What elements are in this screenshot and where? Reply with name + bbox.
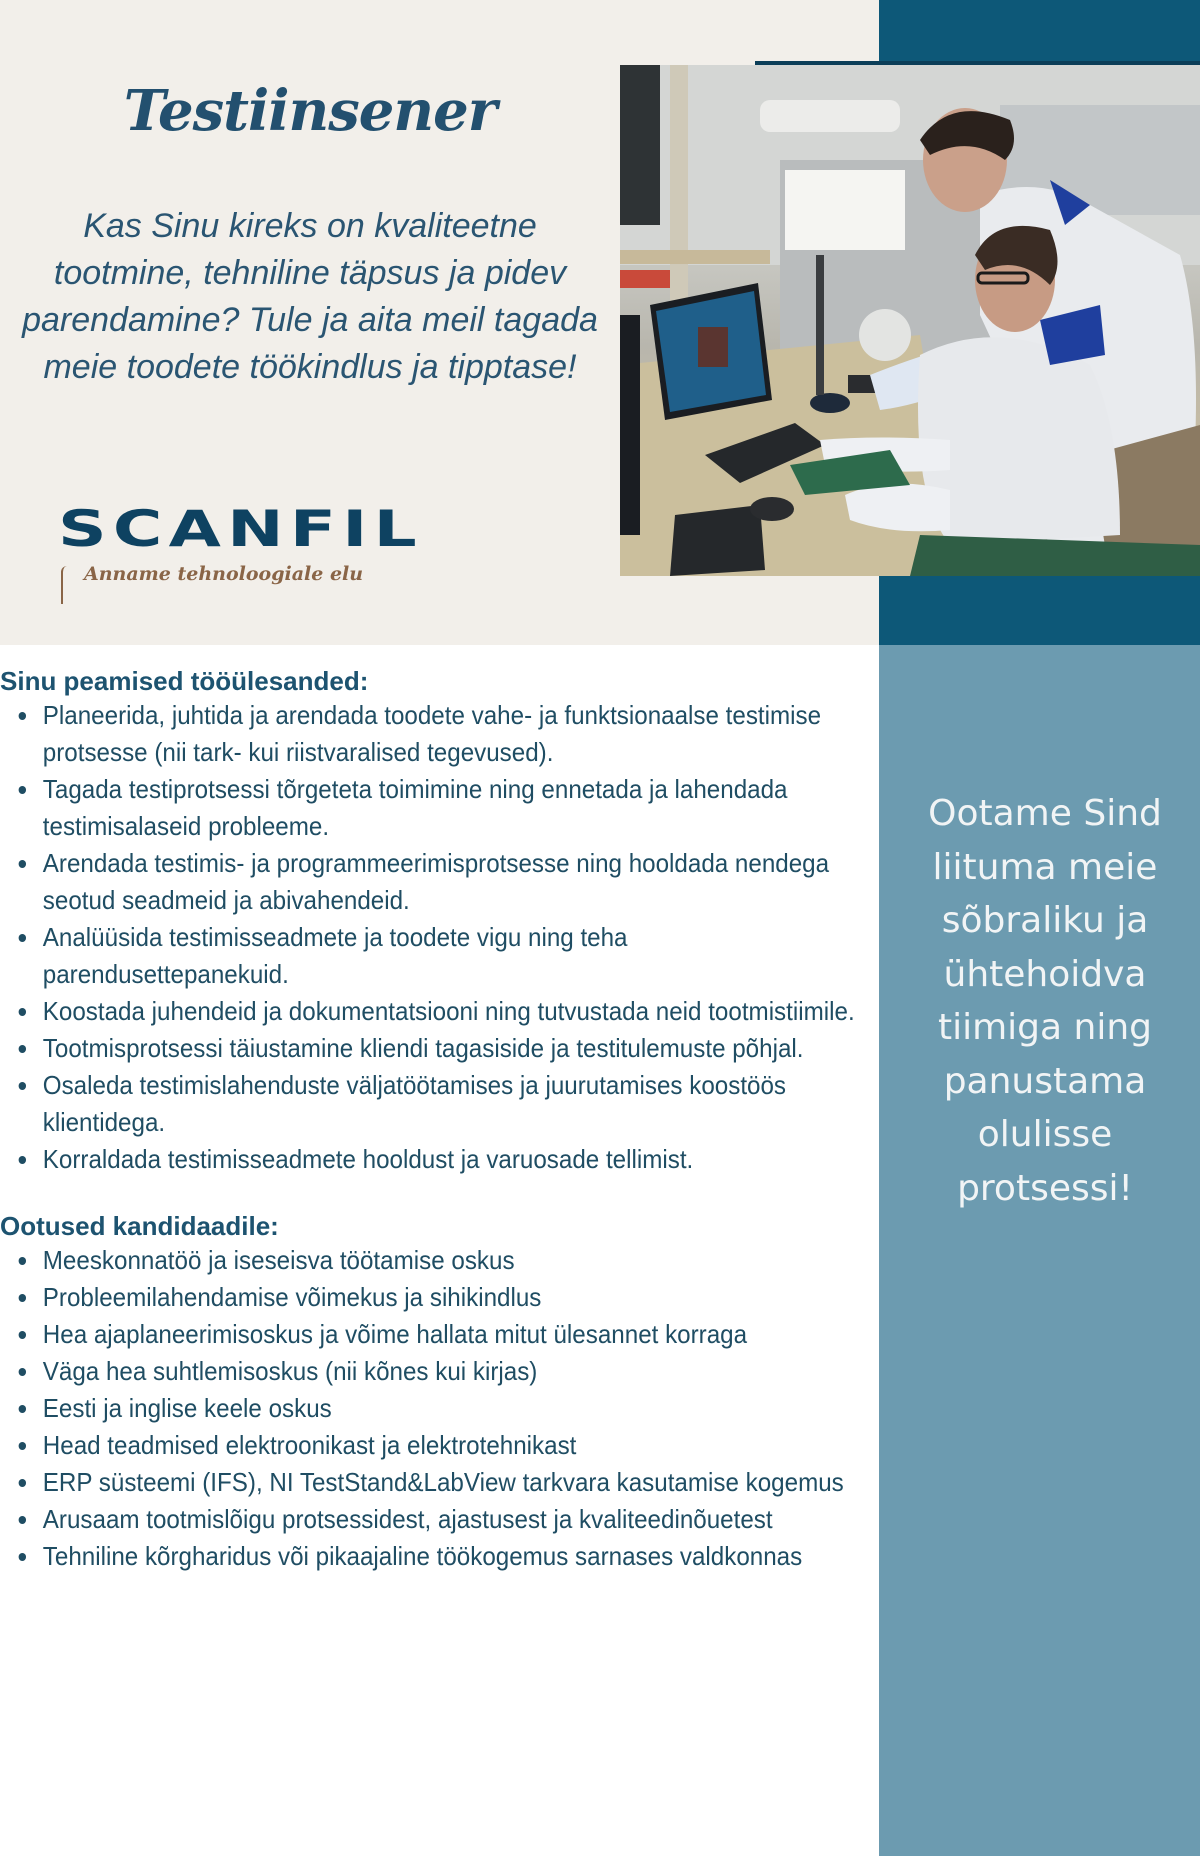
list-item: Meeskonnatöö ja iseseisva töötamise oskus [0,1242,880,1279]
engineers-illustration [620,65,1200,576]
bullet-icon [19,1156,26,1164]
list-item: Arendada testimis- ja programmeerimisprotsesse ning hooldada nendega seotud seadmeid ja abivahendeid. [0,845,880,919]
list-item: Tehniline kõrgharidus või pikaajaline töökogemus sarnases valdkonnas [0,1538,880,1575]
list-item: Väga hea suhtlemisoskus (nii kõnes kui kirjas) [0,1353,880,1390]
list-item: Hea ajaplaneerimisoskus ja võime hallata mitut ülesannet korraga [0,1316,880,1353]
list-item: Tootmisprotsessi täiustamine kliendi tagasiside ja testitulemuste põhjal. [0,1030,880,1067]
bullet-icon [19,1479,26,1487]
requirements-list [0,1242,860,1575]
list-item: Arusaam tootmislõigu protsessidest, ajastusest ja kvaliteedinõuetest [0,1501,880,1538]
bullet-icon [19,1553,26,1561]
bullet-icon [19,1045,26,1053]
list-item: Osaleda testimislahenduste väljatöötamises ja juurutamises koostöös klientidega. [0,1067,880,1141]
scanfil-logo: SCANFIL [58,500,423,558]
bullet-icon [19,934,26,942]
bullet-icon [19,1008,26,1016]
page-title: Testiinsener [123,78,497,144]
list-item: Eesti ja inglise keele oskus [0,1390,880,1427]
bullet-icon [19,1368,26,1376]
bullet-icon [19,1294,26,1302]
bullet-icon [19,1442,26,1450]
list-item: Koostada juhendeid ja dokumentatsiooni ning tutvustada neid tootmistiimile. [0,993,880,1030]
bullet-icon [19,786,26,794]
list-item: ERP süsteemi (IFS), NI TestStand&LabView tarkvara kasutamise kogemus [0,1464,880,1501]
list-item: Planeerida, juhtida ja arendada toodete vahe- ja funktsionaalse testimise protsesse (nii tark- kui riistvaralised tegevused). [0,697,880,771]
list-item: Korraldada testimisseadmete hooldust ja varuosade tellimist. [0,1141,880,1178]
requirements-heading: Ootused kandidaadile: [0,1211,279,1241]
list-item: Probleemilahendamise võimekus ja sihikindlus [0,1279,880,1316]
sidebar-message: Ootame Sind liituma meie sõbraliku ja ühtehoidva tiimiga ning panustama olulisse protsessi! [928,793,1162,1209]
bullet-icon [19,860,26,868]
responsibilities-list [0,697,860,1178]
intro-text: Kas Sinu kireks on kvaliteetne tootmine, tehniline täpsus ja pidev parendamine? Tule ja aita meil tagada meie toodete töökindlus ja tipptase! [22,207,598,386]
responsibilities-heading: Sinu peamised tööülesanded: [0,666,369,696]
bullet-icon [19,1516,26,1524]
bullet-icon [19,1257,26,1265]
logo-swoosh-icon [61,566,67,604]
hero-photo [620,65,1200,576]
bullet-icon [19,712,26,720]
list-item: Analüüsida testimisseadmete ja toodete vigu ning teha parendusettepanekuid. [0,919,880,993]
logo-tagline: Anname tehnoloogiale elu [84,563,364,585]
bullet-icon [19,1331,26,1339]
list-item: Head teadmised elektroonikast ja elektrotehnikast [0,1427,880,1464]
list-item: Tagada testiprotsessi tõrgeteta toimimine ning ennetada ja lahendada testimisalaseid probleeme. [0,771,880,845]
bullet-icon [19,1082,26,1090]
job-details [0,665,860,1575]
bullet-icon [19,1405,26,1413]
